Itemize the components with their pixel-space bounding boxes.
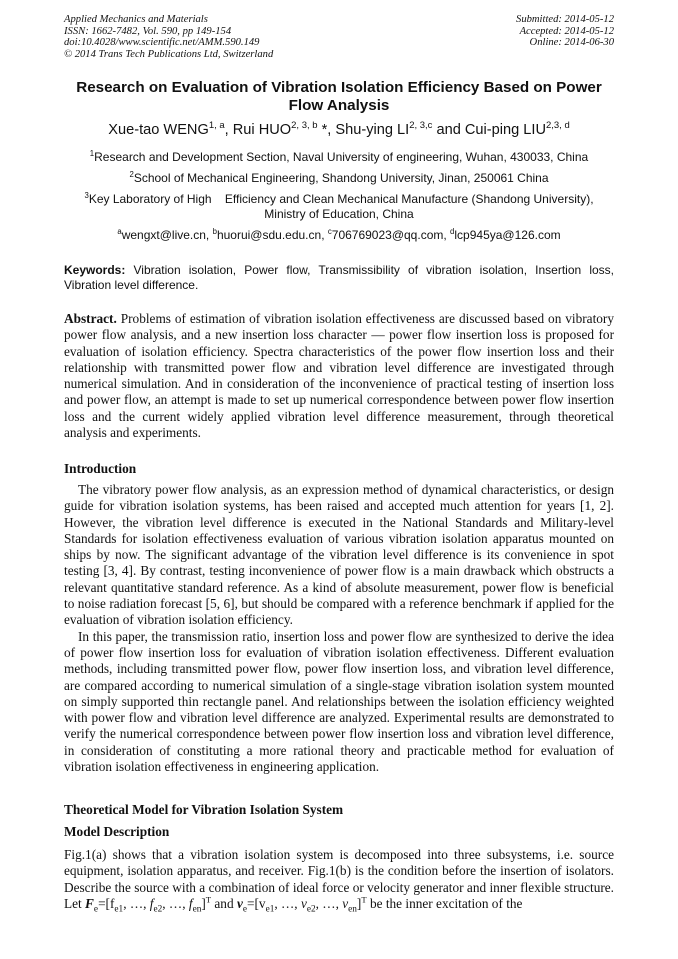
submitted-date: Submitted: 2014-05-12	[516, 14, 614, 25]
journal-name: Applied Mechanics and Materials	[64, 14, 208, 25]
affiliation-1: $^1$Research and Development Section, Naval University of engineering, Wuhan, 430033, China	[89, 149, 589, 164]
keywords-text: Vibration isolation, Power flow, Transmissibility of vibration isolation, Insertion loss, Vibration level difference.	[64, 263, 614, 292]
issn-line: ISSN: 1662-7482, Vol. 590, pp 149-154	[64, 25, 232, 37]
doi-line: doi:10.4028/www.scientific.net/AMM.590.149	[64, 37, 260, 48]
abstract-label: Abstract.	[64, 311, 117, 326]
paragraph: The vibratory power flow analysis, as an expression method of dynamical characteristics, or design guide for vibration isolation systems, has been raised and accepted much attention for years [1, 2]. However, the vibration level difference is executed in the National Standards and Military-level Standards for isolation effectiveness evaluation of various vibration isolation apparatus mounted on ships by now. The significant advantage of the vibration level difference is its convenience in spot testing [3, 4]. By contrast, testing inconvenience of power flow is a main drawback which obstructs a relevant quantitative standard reference. As a kind of absolute measurement, power flow is beneficial to noise radiation forecast [5, 6], but should be compared with a reference benchmark if applied for the evaluation of vibration isolation efficiency.	[64, 482, 614, 628]
journal-info	[64, 14, 273, 60]
keywords	[64, 263, 614, 293]
affiliation-2: $^2$School of Mechanical Engineering, Shandong University, Jinan, 250061 China	[129, 170, 549, 185]
email-list: $^a$wengxt@live.cn, $^b$huorui@sdu.edu.cn, $^c$706769023@qq.com, $^d$lcp945ya@126.com	[117, 227, 561, 242]
section-heading-theoretical-model: Theoretical Model for Vibration Isolation System	[64, 802, 344, 817]
abstract-text: Problems of estimation of vibration isolation effectiveness are discussed based on vibratory power flow analysis, and a new insertion loss character — power flow insertion loss is proposed for evaluation of isolation efficiency. Spectra characteristics of the power flow insertion loss and their relationship with transmitted power flow and vibration level difference are investigated through numerical simulation. And in consideration of the inconvenience of practical testing of insertion loss and power flow, an attempt is made to set up numerical correspondence between power flow insertion loss and the current widely applied vibration level difference measurement, through theoretical analysis and experiments.	[64, 311, 614, 441]
model-description-body: Fig.1(a) shows that a vibration isolation system is decomposed into three subsystems, i.e. source equipment, isolation apparatus, and receiver. Fig.1(b) is the condition before the insertion of isolators. Describe the source with a combination of ideal force or velocity generator and inner flexible structure. Let $F_e=[f_{e1}$, …, $f_{e2}$, …, $f_{en}]^T$ and $v_e=[v_{e1}$, …, $v_{e2}$, …, $v_{en}]^T$ be the inner excitation of the	[64, 847, 614, 915]
copyright-line: © 2014 Trans Tech Publications Ltd, Switzerland	[64, 48, 274, 60]
subsection-heading-model-description: Model Description	[64, 824, 170, 839]
abstract	[64, 311, 614, 441]
author-list: Xue-tao WENG$^{1, a}$, Rui HUO$^{2, 3, b}$ *, Shu-ying LI$^{2, 3,c}$ and Cui-ping LIU$^{2,3, d}$	[108, 120, 570, 138]
keywords-label: Keywords:	[64, 263, 126, 277]
submission-dates	[516, 14, 614, 49]
paper-title: Research on Evaluation of Vibration Isolation Efficiency Based on Power Flow Analysis	[76, 79, 602, 114]
affiliation-3: $^3$Key Laboratory of High Efficiency and Clean Mechanical Manufacture (Shandong University), Ministry of Education, China	[84, 191, 597, 221]
paragraph: In this paper, the transmission ratio, insertion loss and power flow are synthesized to derive the idea of power flow insertion loss for evaluation of vibration isolation effectiveness. Different evaluation methods, including transmitted power flow, power flow insertion loss, and vibration level difference, are compared according to numerical simulation of a single-stage vibration isolation system mounted on simply supported thin rectangle panel. And relationships between the isolation efficiency weighted with power flow and vibration level difference are analyzed. Experimental results are demonstrated to verify the numerical correspondence between power flow insertion loss and vibration level difference, in consideration of constituting a more rational theory and practicable method for evaluation of vibration isolation effectiveness in engineering application.	[64, 628, 614, 775]
online-date: Online: 2014-06-30	[529, 37, 614, 48]
introduction-body	[64, 482, 614, 775]
author-1: Xue-tao WENG	[108, 122, 209, 138]
author-2: Rui HUO	[232, 122, 292, 138]
author-4: Cui-ping LIU	[464, 122, 546, 138]
section-heading-introduction: Introduction	[64, 461, 137, 476]
accepted-date: Accepted: 2014-05-12	[519, 25, 614, 37]
author-3: Shu-ying LI	[335, 122, 410, 138]
